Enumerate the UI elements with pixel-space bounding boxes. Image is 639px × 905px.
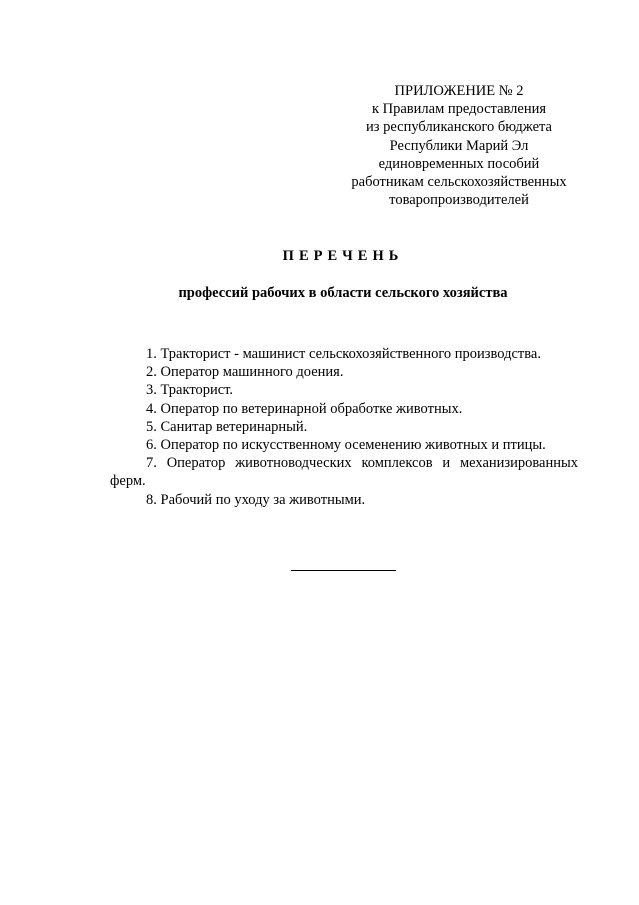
appendix-line: к Правилам предоставления xyxy=(371,101,547,118)
appendix-line: товаропроизводителей xyxy=(389,192,529,209)
list-item: 7. Оператор животноводческих комплексов и механизированных ферм. xyxy=(110,455,578,490)
list-item: 8. Рабочий по уходу за животными. xyxy=(146,491,366,508)
appendix-header xyxy=(330,82,588,209)
list-item: 3. Тракторист. xyxy=(146,382,234,399)
appendix-line: Республики Марий Эл xyxy=(389,137,529,154)
document-title: ПЕРЕЧЕНЬ xyxy=(282,248,404,264)
professions-list xyxy=(110,345,578,509)
list-item: 1. Тракторист - машинист сельскохозяйственного производства. xyxy=(146,346,541,362)
list-item: 2. Оператор машинного доения. xyxy=(146,364,344,381)
list-item: 5. Санитар ветеринарный. xyxy=(146,418,308,435)
document-subtitle: профессий рабочих в области сельского хозяйства xyxy=(178,285,508,301)
appendix-line: работникам сельскохозяйственных xyxy=(351,174,567,191)
list-item: 6. Оператор по искусственному осеменению животных и птицы. xyxy=(146,437,546,454)
appendix-line: ПРИЛОЖЕНИЕ № 2 xyxy=(394,83,524,99)
appendix-line: из республиканского бюджета xyxy=(366,119,552,136)
appendix-line: единовременных пособий xyxy=(378,155,540,172)
closing-divider xyxy=(291,570,396,571)
list-item: 4. Оператор по ветеринарной обработке животных. xyxy=(146,400,463,417)
